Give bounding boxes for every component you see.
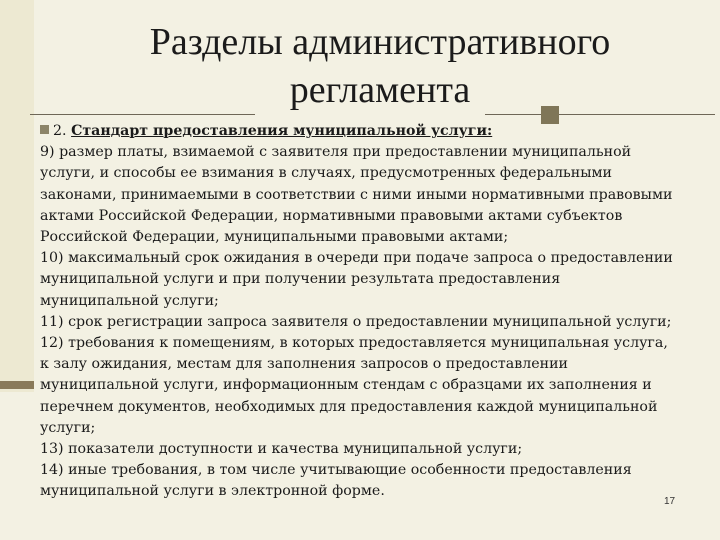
body-line: услуги;: [40, 419, 96, 436]
body-line: муниципальной услуги и при получении результата предоставления: [40, 271, 561, 288]
square-bullet-icon: [40, 125, 49, 134]
title-rule-left: [30, 114, 255, 115]
slide-title-line-2: регламента: [289, 69, 471, 111]
slide-title-line-1: Разделы административного: [149, 21, 611, 63]
body-line: законами, принимаемыми в соответствии с ними иными нормативными правовыми: [40, 186, 673, 203]
body-line: 14) иные требования, в том числе учитывающие особенности предоставления: [40, 462, 632, 479]
left-bar-accent: [0, 381, 34, 389]
body-line: муниципальной услуги;: [40, 292, 219, 309]
body-line: 9) размер платы, взимаемой с заявителя при предоставлении муниципальной: [40, 144, 632, 161]
body-line: к залу ожидания, местам для заполнения запросов о предоставлении: [40, 356, 568, 373]
body-line: услуги, и способы ее взимания в случаях, предусмотренных федеральными: [40, 165, 612, 182]
page-number: 17: [664, 496, 676, 507]
slide-title: [60, 18, 700, 114]
body-lines: [40, 142, 700, 502]
left-decorative-bar: [0, 0, 34, 392]
body-line: Российской Федерации, муниципальными правовыми актами;: [40, 229, 509, 246]
body-line: 12) требования к помещениям, в которых предоставляется муниципальная услуга,: [40, 335, 668, 352]
section-number: 2.: [53, 123, 67, 139]
body-line: муниципальной услуги в электронной форме.: [40, 483, 385, 500]
slide-body: [40, 121, 700, 503]
body-line: перечнем документов, необходимых для предоставления каждой муниципальной: [40, 398, 658, 415]
body-line: 11) срок регистрации запроса заявителя о предоставлении муниципальной услуги;: [40, 313, 672, 330]
body-line: 13) показатели доступности и качества муниципальной услуги;: [40, 441, 523, 458]
body-line: актами Российской Федерации, нормативными правовыми актами субъектов: [40, 207, 623, 224]
title-rule-right: [485, 114, 715, 115]
section-heading-line: [40, 121, 700, 142]
body-line: муниципальной услуги, информационным стендам с образцами их заполнения и: [40, 377, 652, 394]
body-line: 10) максимальный срок ожидания в очереди при подаче запроса о предоставлении: [40, 250, 673, 267]
section-heading: Стандарт предоставления муниципальной услуги:: [71, 123, 493, 139]
